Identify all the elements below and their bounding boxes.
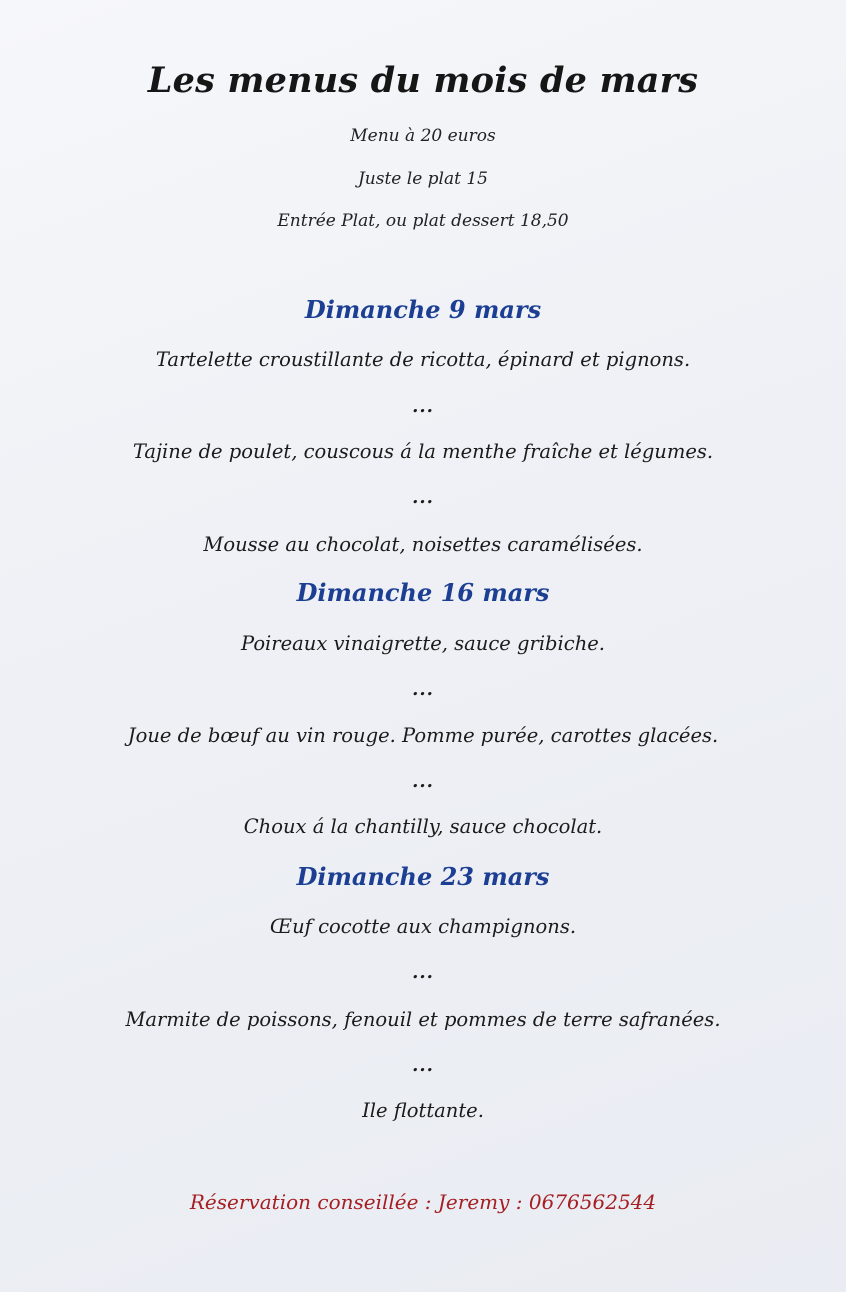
dish-separator: ... xyxy=(412,962,434,983)
dish-separator: ... xyxy=(412,1055,434,1076)
day3-dessert: Ile flottante. xyxy=(362,1099,484,1122)
page-title: Les menus du mois de mars xyxy=(147,60,699,101)
price-menu-complet: Menu à 20 euros xyxy=(350,126,496,146)
price-plat-seul: Juste le plat 15 xyxy=(357,169,488,189)
dish-separator: ... xyxy=(412,396,434,417)
day1-starter: Tartelette croustillante de ricotta, épinard et pignons. xyxy=(155,348,691,371)
day1-dessert: Mousse au chocolat, noisettes caramélisées. xyxy=(203,533,643,556)
day3-starter: Œuf cocotte aux champignons. xyxy=(269,915,577,938)
day1-main: Tajine de poulet, couscous á la menthe fraîche et légumes. xyxy=(132,440,714,463)
reservation-contact: Réservation conseillée : Jeremy : 0676562544 xyxy=(189,1190,657,1214)
day2-main: Joue de bœuf au vin rouge. Pomme purée, carottes glacées. xyxy=(127,724,719,747)
day-heading-16-mars: Dimanche 16 mars xyxy=(296,578,550,607)
day3-main: Marmite de poissons, fenouil et pommes de terre safranées. xyxy=(125,1008,721,1031)
day2-dessert: Choux á la chantilly, sauce chocolat. xyxy=(243,815,603,838)
price-formule: Entrée Plat, ou plat dessert 18,50 xyxy=(277,211,569,231)
day-heading-9-mars: Dimanche 9 mars xyxy=(304,295,542,324)
dish-separator: ... xyxy=(412,487,434,508)
day-heading-23-mars: Dimanche 23 mars xyxy=(296,862,550,891)
dish-separator: ... xyxy=(412,771,434,792)
dish-separator: ... xyxy=(412,679,434,700)
day2-starter: Poireaux vinaigrette, sauce gribiche. xyxy=(240,632,605,655)
